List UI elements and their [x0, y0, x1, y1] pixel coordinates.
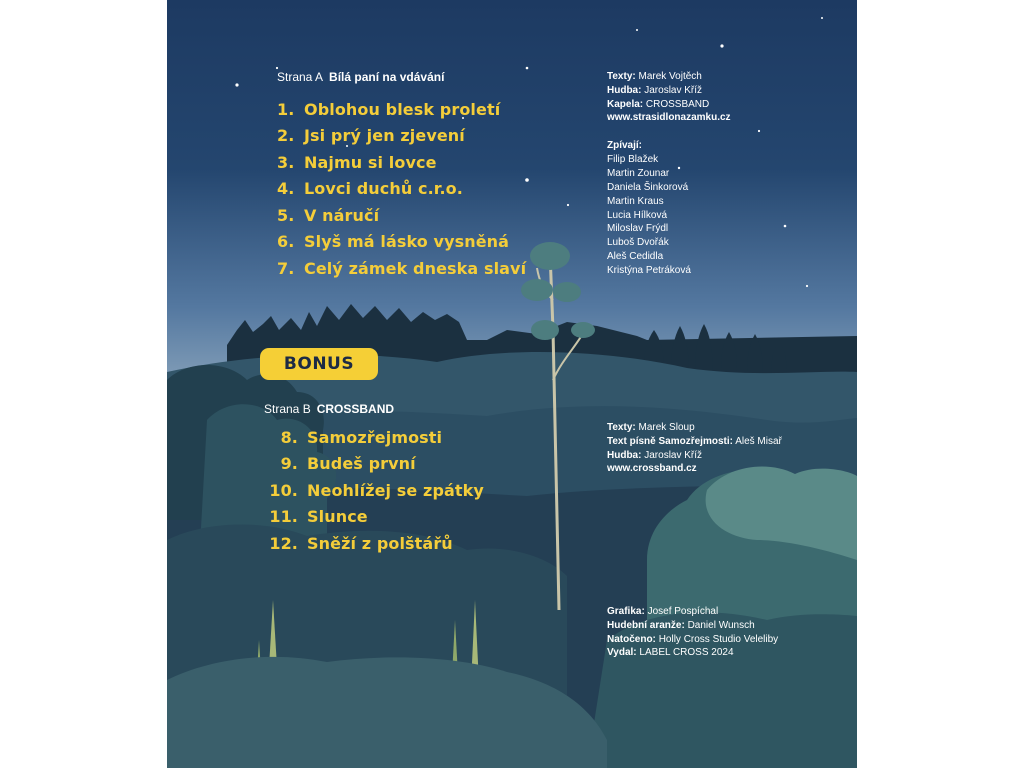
credit-value: Jaroslav Kříž [644, 449, 703, 461]
track-item [277, 202, 526, 229]
credit-row [607, 421, 782, 435]
side-b-credits [607, 421, 782, 476]
track-number: 3. [277, 152, 295, 172]
track-title: Budeš první [307, 454, 416, 474]
side-b-tracklist [269, 424, 484, 557]
track-item [277, 149, 526, 176]
track-number: 6. [277, 232, 295, 252]
singer-name: Martin Kraus [607, 195, 664, 207]
track-title: Slyš má lásko vysněná [304, 232, 510, 252]
track-number: 2. [277, 126, 295, 146]
side-a-credits [607, 70, 731, 125]
credit-row [607, 435, 782, 449]
credit-label: Hudba: [607, 449, 642, 461]
album-insert [167, 0, 857, 768]
credit-row [607, 633, 778, 647]
credit-row [607, 619, 778, 633]
side-b-heading [264, 402, 394, 416]
credit-value: Aleš Misař [735, 435, 782, 447]
track-item [269, 424, 484, 451]
credit-row [607, 70, 731, 84]
track-number: 11. [269, 507, 298, 527]
website-link[interactable] [607, 111, 731, 125]
bonus-badge: BONUS [260, 348, 378, 380]
track-title: Lovci duchů c.r.o. [304, 179, 463, 199]
website-url[interactable]: www.strasidlonazamku.cz [607, 112, 731, 124]
track-title: Najmu si lovce [304, 152, 437, 172]
credit-value: Marek Sloup [638, 422, 695, 433]
singer-name: Kristýna Petráková [607, 265, 691, 277]
side-a-heading [277, 70, 444, 84]
side-b-prefix: Strana B [264, 402, 311, 416]
credit-label: Natočeno: [607, 633, 656, 645]
track-title: Slunce [307, 507, 368, 527]
credit-value: Holly Cross Studio Veleliby [658, 633, 779, 645]
side-a-prefix: Strana A [277, 70, 324, 84]
track-item [277, 229, 526, 256]
singers-title: Zpívají: [607, 140, 643, 151]
track-item [269, 504, 484, 531]
side-a-album-title: Bílá paní na vdávání [329, 70, 445, 84]
track-title: Samozřejmosti [307, 427, 443, 447]
credit-value: Daniel Wunsch [687, 619, 755, 631]
track-title: Jsi prý jen zjevení [304, 126, 465, 146]
track-item [269, 530, 484, 557]
credit-row [607, 605, 778, 619]
track-number: 7. [277, 258, 295, 278]
singer-name: Martin Zounar [607, 167, 670, 179]
singer-name: Aleš Cedidla [607, 251, 664, 263]
track-title: V náručí [304, 205, 380, 225]
credit-value: Jaroslav Kříž [644, 84, 703, 96]
credit-label: Vydal: [607, 647, 637, 659]
credit-label: Texty: [607, 422, 636, 433]
credit-value: CROSSBAND [645, 98, 710, 110]
singer-name: Luboš Dvořák [607, 237, 669, 249]
singer-name: Miloslav Frýdl [607, 223, 669, 235]
credit-value: Marek Vojtěch [638, 71, 702, 82]
track-title: Sněží z polštářů [307, 533, 453, 553]
singer-name: Daniela Šinkorová [607, 181, 689, 193]
website-url[interactable]: www.crossband.cz [607, 463, 697, 475]
track-number: 1. [277, 99, 295, 119]
credit-label: Text písně Samozřejmosti: [607, 435, 733, 447]
track-item [269, 451, 484, 478]
track-item [277, 255, 526, 282]
side-a-tracklist [277, 96, 526, 282]
track-title: Celý zámek dneska slaví [304, 258, 527, 278]
credit-value: LABEL CROSS 2024 [639, 647, 734, 659]
credit-value: Josef Pospíchal [647, 606, 719, 617]
singers-list [607, 139, 691, 278]
credit-row [607, 98, 731, 112]
track-item [269, 477, 484, 504]
track-title: Oblohou blesk proletí [304, 99, 501, 119]
credit-label: Hudba: [607, 84, 642, 96]
track-title: Neohlížej se zpátky [307, 480, 484, 500]
production-credits [607, 605, 778, 660]
track-item [277, 96, 526, 123]
track-number: 12. [269, 533, 298, 553]
website-link[interactable] [607, 462, 782, 476]
track-number: 8. [280, 427, 298, 447]
side-b-album-title: CROSSBAND [316, 402, 395, 416]
singer-name: Lucia Hílková [607, 209, 668, 221]
track-item [277, 176, 526, 203]
credit-row [607, 84, 731, 98]
credit-row [607, 449, 782, 463]
track-number: 4. [277, 179, 295, 199]
track-number: 5. [277, 205, 295, 225]
credit-label: Grafika: [607, 606, 645, 617]
track-number: 10. [269, 480, 298, 500]
track-number: 9. [280, 454, 298, 474]
credit-label: Hudební aranže: [607, 619, 685, 631]
credit-label: Kapela: [607, 98, 644, 110]
track-item [277, 123, 526, 150]
credit-label: Texty: [607, 71, 636, 82]
singer-name: Filip Blažek [607, 153, 659, 165]
credit-row [607, 646, 778, 660]
